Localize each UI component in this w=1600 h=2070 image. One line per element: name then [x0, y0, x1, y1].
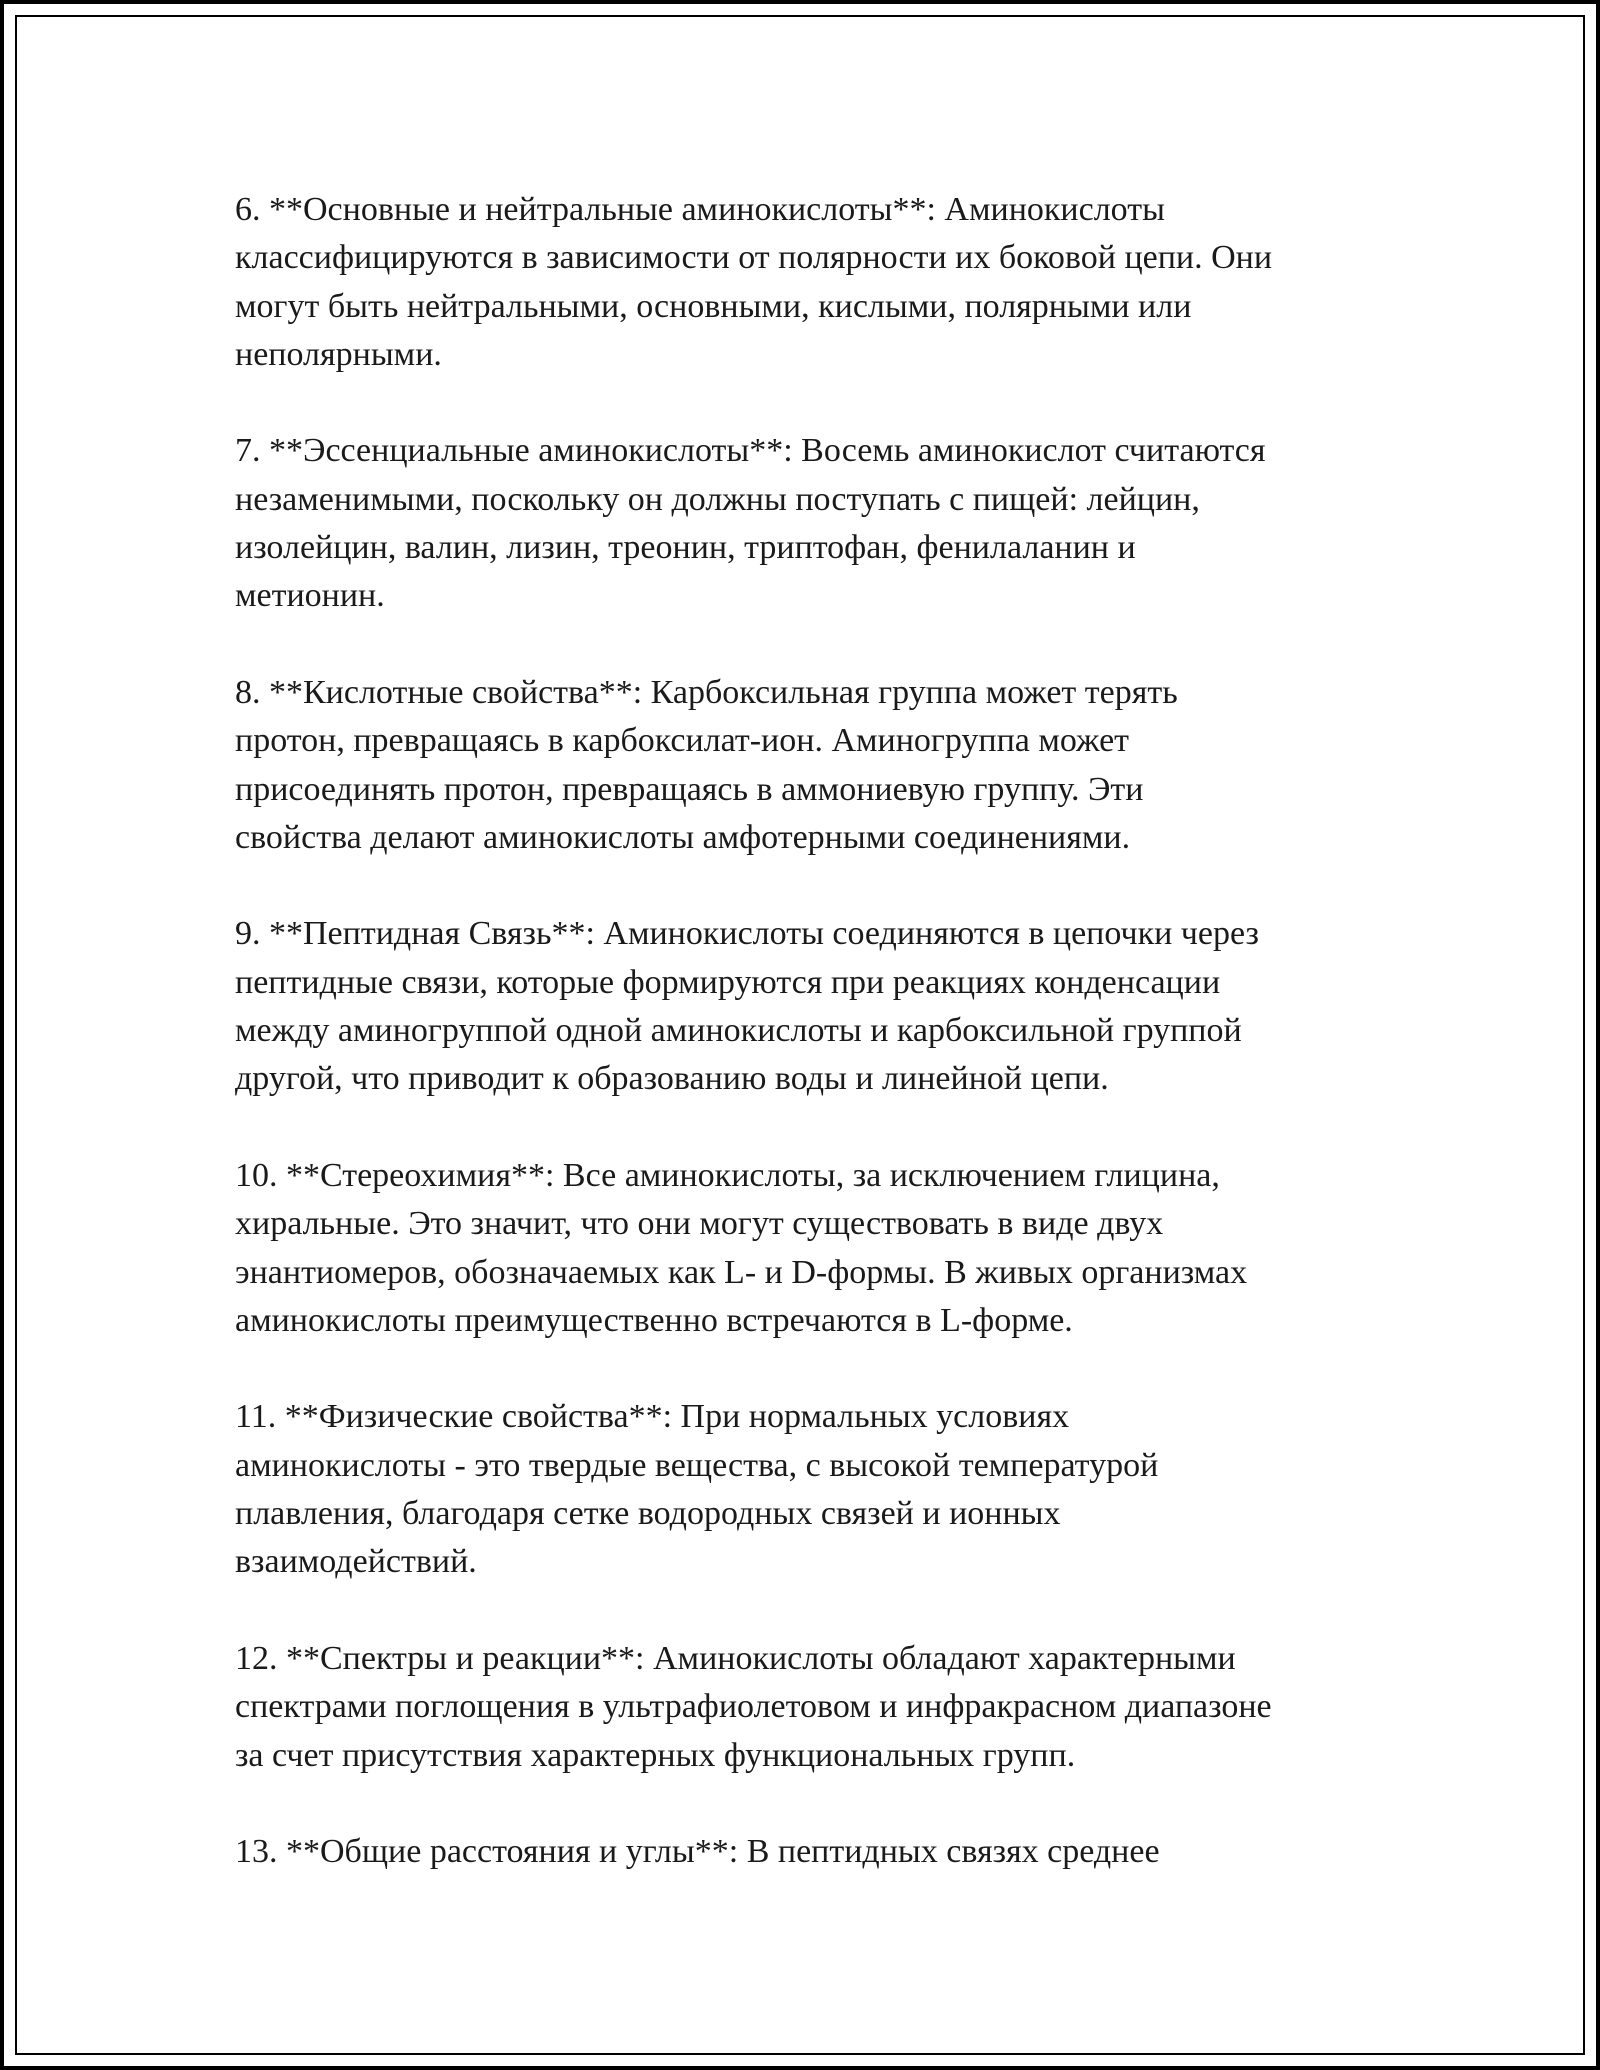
- paragraph-13: 13. **Общие расстояния и углы**: В пептидных связях среднее: [235, 1833, 1160, 1871]
- paragraph-12: 12. **Спектры и реакции**: Аминокислоты обладают характерными спектрами поглощения в ультрафиолетовом и инфракрасном диапазоне за счет присутствия характерных функциональных групп.: [235, 1639, 1272, 1774]
- paragraph-6: 6. **Основные и нейтральные аминокислоты**: Аминокислоты классифицируются в зависимости от полярности их боковой цепи. Они могут быть нейтральными, основными, кислыми, полярными или неполярными.: [235, 191, 1273, 373]
- paragraph-8: 8. **Кислотные свойства**: Карбоксильная группа может терять протон, превращаясь в карбоксилат-ион. Аминогруппа может присоединять протон, превращаясь в аммониевую группу. Эти свойства делают аминокислоты амфотерными соединениями.: [235, 673, 1178, 856]
- document-body: [235, 186, 1375, 1876]
- paragraph-10: 10. **Стереохимия**: Все аминокислоты, за исключением глицина, хиральные. Это значит, что они могут существовать в виде двух энантиомеров, обозначаемых как L- и D-формы. В живых организмах аминокислоты преимущественно встречаются в L-форме.: [235, 1156, 1248, 1339]
- paragraph-7: 7. **Эссенциальные аминокислоты**: Восемь аминокислот считаются незаменимыми, поскольку он должны поступать с пищей: лейцин, изолейцин, валин, лизин, треонин, триптофан, фенилаланин и метионин.: [235, 432, 1266, 615]
- paragraph-9: 9. **Пептидная Связь**: Аминокислоты соединяются в цепочки через пептидные связи, которые формируются при реакциях конденсации между аминогруппой одной аминокислоты и карбоксильной группой другой, что приводит к образованию воды и линейной цепи.: [235, 915, 1259, 1098]
- paragraph-11: 11. **Физические свойства**: При нормальных условиях аминокислоты - это твердые вещества, с высокой температурой плавления, благодаря сетке водородных связей и ионных взаимодействий.: [235, 1398, 1159, 1581]
